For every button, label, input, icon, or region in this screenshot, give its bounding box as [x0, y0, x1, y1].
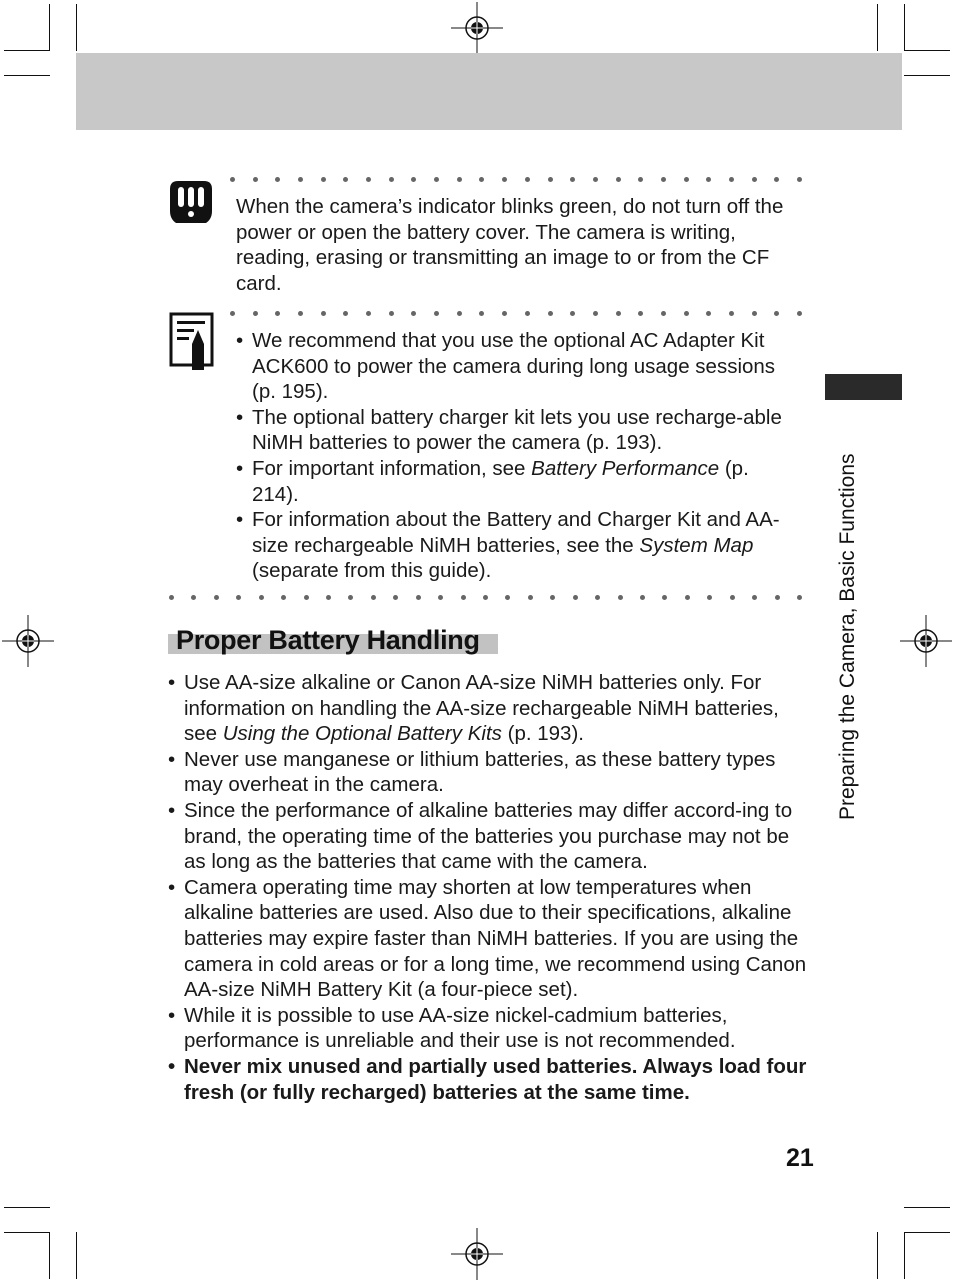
divider-dot: [505, 595, 510, 600]
divider-dot: [326, 595, 331, 600]
divider-dot: [616, 177, 621, 182]
divider-dot: [411, 177, 416, 182]
divider-dot: [191, 595, 196, 600]
divider-dot: [661, 311, 666, 316]
divider-dot: [730, 595, 735, 600]
divider-dot: [775, 595, 780, 600]
divider-dot: [259, 595, 264, 600]
divider-dot: [502, 311, 507, 316]
divider-dot: [774, 177, 779, 182]
list-item: [168, 670, 808, 747]
divider-dot: [411, 311, 416, 316]
divider-dot: [304, 595, 309, 600]
divider-dot: [616, 311, 621, 316]
section-heading: [168, 624, 498, 656]
battery-handling-list: [168, 670, 808, 1105]
divider-dot: [236, 595, 241, 600]
divider-dot: [774, 311, 779, 316]
divider-dot: [348, 595, 353, 600]
divider-dot: [479, 311, 484, 316]
divider-dot: [595, 595, 600, 600]
page-number: 21: [786, 1144, 814, 1172]
divider-dot: [550, 595, 555, 600]
dotted-divider: [230, 311, 802, 317]
divider-dot: [661, 177, 666, 182]
divider-dot: [707, 595, 712, 600]
item-text: Use AA-size alkaline or Canon AA-size NiMH batteries only. For information on handling the AA-size rechargeable NiMH batteries, see: [184, 671, 779, 746]
italic-reference: System Map: [639, 533, 754, 557]
divider-dot: [434, 177, 439, 182]
divider-dot: [502, 177, 507, 182]
divider-dot: [169, 595, 174, 600]
divider-dot: [706, 177, 711, 182]
divider-dot: [343, 311, 348, 316]
divider-dot: [461, 595, 466, 600]
item-text: For information about the Battery and Charger Kit and AA-size rechargeable NiMH batteries, see the: [252, 508, 780, 557]
divider-dot: [638, 311, 643, 316]
divider-dot: [684, 311, 689, 316]
divider-dot: [389, 311, 394, 316]
list-item: • Never use manganese or lithium batteries, as these battery types may overheat in the camera.: [168, 747, 808, 798]
divider-dot: [640, 595, 645, 600]
item-text: (p. 193).: [501, 722, 584, 746]
divider-dot: [525, 311, 530, 316]
divider-dot: [662, 595, 667, 600]
registration-mark-icon: [900, 615, 952, 667]
divider-dot: [797, 311, 802, 316]
list-item: • Camera operating time may shorten at low temperatures when alkaline batteries are used. Also due to their specifications, alkaline batteries may expire faster than NiMH batteries. If you are using the camera in cold areas or for a long time, we recommend using Canon AA-size NiMH Battery Kit (a four-piece set).: [168, 875, 808, 1003]
divider-dot: [366, 177, 371, 182]
page-title: Proper Battery Handling: [176, 625, 480, 655]
divider-dot: [230, 177, 235, 182]
header-band: [76, 53, 902, 130]
divider-dot: [685, 595, 690, 600]
divider-dot: [729, 311, 734, 316]
item-text: For important information, see: [252, 456, 532, 480]
list-item: • The optional battery charger kit lets you use recharge-able NiMH batteries to power the camera (p. 193).: [236, 405, 796, 456]
italic-reference: Battery Performance: [531, 456, 720, 480]
divider-dot: [389, 177, 394, 182]
memo-pencil-icon: [169, 312, 215, 372]
notes-list: [236, 328, 796, 584]
dotted-divider: [169, 595, 802, 601]
divider-dot: [434, 311, 439, 316]
divider-dot: [253, 311, 258, 316]
divider-dot: [528, 595, 533, 600]
divider-dot: [457, 177, 462, 182]
divider-dot: [393, 595, 398, 600]
divider-dot: [483, 595, 488, 600]
dotted-divider: [230, 177, 802, 183]
divider-dot: [684, 177, 689, 182]
caution-text: When the camera’s indicator blinks green, do not turn off the power or open the battery cover. The camera is writing, reading, erasing or transmitting an image to or from the CF card.: [236, 195, 784, 295]
divider-dot: [593, 311, 598, 316]
divider-dot: [214, 595, 219, 600]
divider-dot: [371, 595, 376, 600]
item-text: (p. 214).: [252, 456, 749, 506]
registration-mark-icon: [451, 2, 503, 54]
item-text: (separate from this guide).: [252, 559, 492, 583]
divider-dot: [570, 177, 575, 182]
divider-dot: [752, 177, 757, 182]
divider-dot: [593, 177, 598, 182]
chapter-label: Preparing the Camera, Basic Functions: [836, 453, 859, 820]
caution-icon: [168, 179, 214, 225]
divider-dot: [548, 311, 553, 316]
warning-item: • Never mix unused and partially used batteries. Always load four fresh (or fully recharged) batteries at the same time.: [168, 1054, 808, 1105]
divider-dot: [275, 311, 280, 316]
divider-dot: [321, 311, 326, 316]
list-item: • While it is possible to use AA-size nickel-cadmium batteries, performance is unreliable and their use is not recommended.: [168, 1003, 808, 1054]
divider-dot: [230, 311, 235, 316]
italic-reference: Using the Optional Battery Kits: [222, 722, 502, 746]
divider-dot: [321, 177, 326, 182]
divider-dot: [752, 311, 757, 316]
registration-mark-icon: [451, 1228, 503, 1280]
divider-dot: [298, 177, 303, 182]
divider-dot: [570, 311, 575, 316]
divider-dot: [281, 595, 286, 600]
divider-dot: [797, 595, 802, 600]
divider-dot: [797, 177, 802, 182]
divider-dot: [343, 177, 348, 182]
divider-dot: [525, 177, 530, 182]
divider-dot: [729, 177, 734, 182]
divider-dot: [275, 177, 280, 182]
list-item: [236, 456, 796, 507]
divider-dot: [438, 595, 443, 600]
divider-dot: [573, 595, 578, 600]
registration-mark-icon: [2, 615, 54, 667]
divider-dot: [548, 177, 553, 182]
divider-dot: [298, 311, 303, 316]
list-item: • We recommend that you use the optional AC Adapter Kit ACK600 to power the camera during long usage sessions (p. 195).: [236, 328, 796, 405]
divider-dot: [706, 311, 711, 316]
divider-dot: [253, 177, 258, 182]
divider-dot: [366, 311, 371, 316]
list-item: [236, 507, 796, 584]
divider-dot: [416, 595, 421, 600]
list-item: • Since the performance of alkaline batteries may differ accord-ing to brand, the operating time of the batteries you purchase may not be as long as the batteries that came with the camera.: [168, 798, 808, 875]
divider-dot: [618, 595, 623, 600]
divider-dot: [752, 595, 757, 600]
divider-dot: [457, 311, 462, 316]
divider-dot: [479, 177, 484, 182]
divider-dot: [638, 177, 643, 182]
